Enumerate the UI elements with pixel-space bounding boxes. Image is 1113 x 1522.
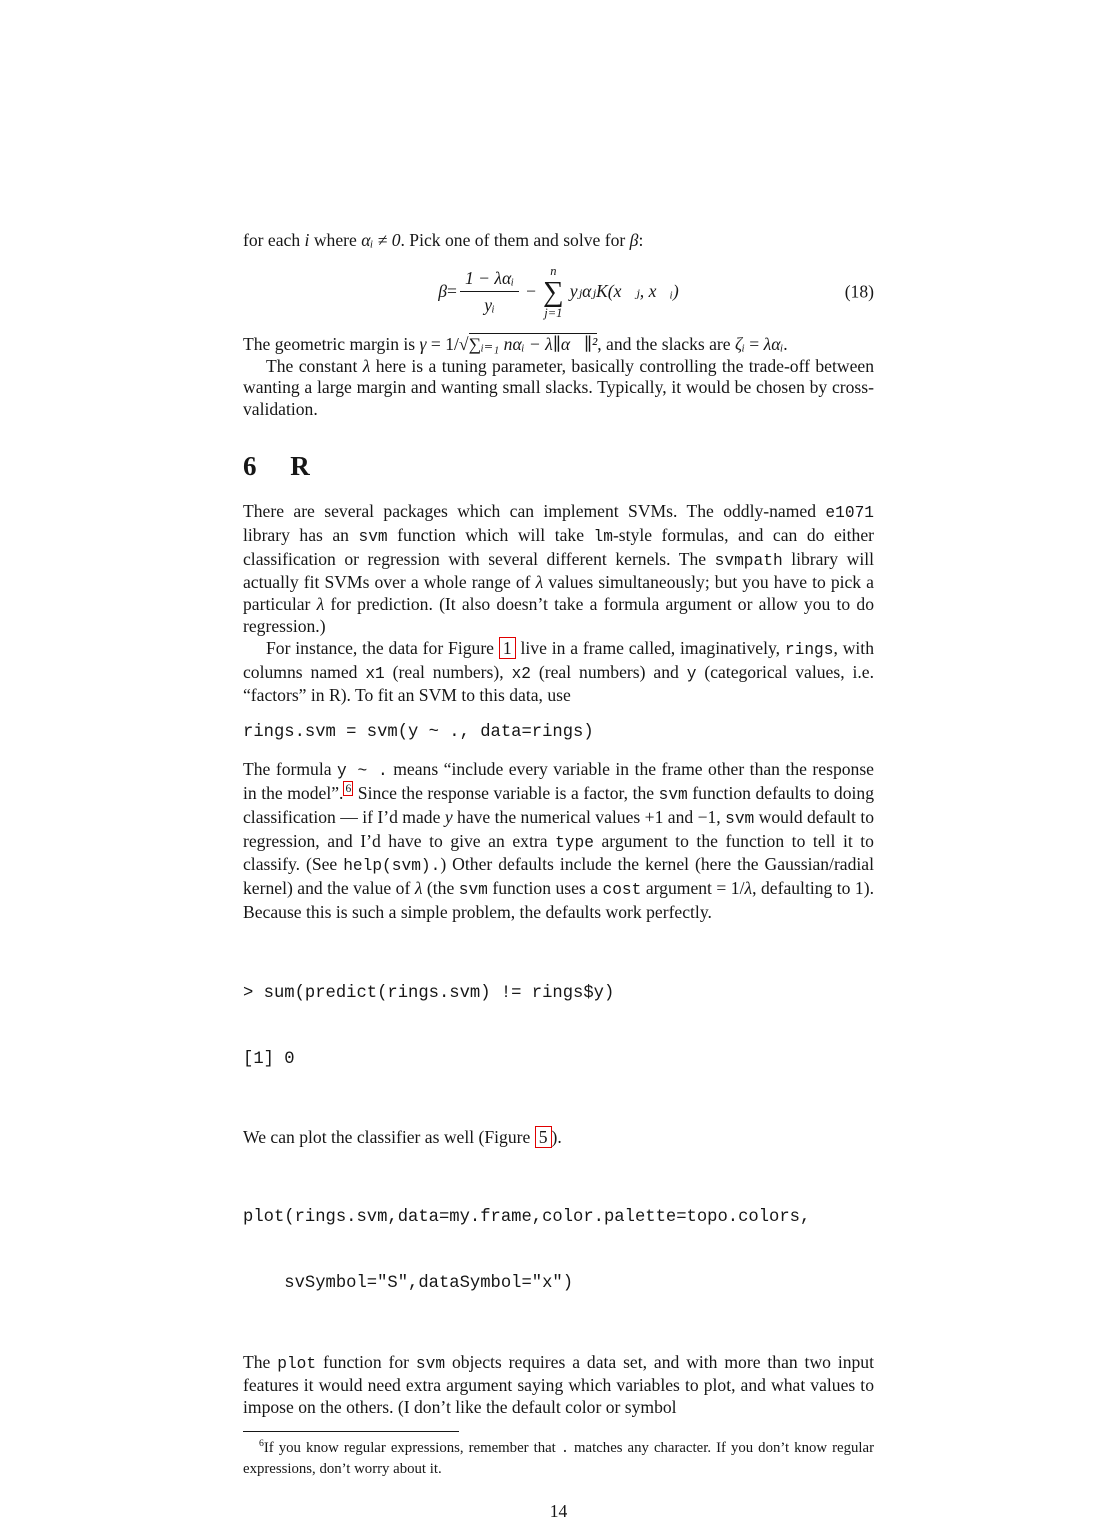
text-segment: help(svm). xyxy=(343,857,441,876)
page-number: 14 xyxy=(549,1501,568,1522)
text-segment: . xyxy=(783,333,788,354)
code-line-output: [1] 0 xyxy=(243,1049,295,1069)
paragraph-packages xyxy=(243,501,874,638)
text-segment: live in a frame called, imaginatively, xyxy=(515,637,785,658)
summation-upper-limit: n xyxy=(550,263,557,278)
text-segment: y ~ . xyxy=(337,762,388,781)
text-segment: ) Other defaults include the kernel (here the Gaussian/radial kernel) and the value of xyxy=(243,854,874,899)
paragraph-solve-beta xyxy=(243,230,874,252)
text-segment: for prediction. (It also doesn’t take a formula argument or allow you to do regression.) xyxy=(243,594,874,636)
text-segment: for each xyxy=(243,230,305,250)
figure-5-ref-link[interactable]: 5 xyxy=(535,1126,552,1148)
text-segment: , and the slacks are xyxy=(597,333,735,354)
paragraph-formula-explanation xyxy=(243,759,874,924)
paragraph-geometric-margin xyxy=(243,334,874,356)
text-segment: The geometric margin is xyxy=(243,333,420,354)
text-segment: x2 xyxy=(511,664,531,683)
text-segment: λαᵢ xyxy=(763,333,784,354)
text-segment: i xyxy=(304,230,310,250)
text-segment: function uses a xyxy=(487,878,603,899)
text-segment: , defaulting to 1). Because this is such a simple problem, the defaults work perfectly. xyxy=(243,878,874,922)
text-segment: would default to regression, and I’d have to give an extra xyxy=(243,806,874,851)
text-segment: library has an xyxy=(243,524,359,545)
text-segment: ). xyxy=(551,1126,562,1147)
code-plot-block xyxy=(243,1163,874,1339)
text-segment: plot xyxy=(277,1354,317,1373)
code-line-prompt: > sum(predict(rings.svm) != rings$y) xyxy=(243,983,615,1003)
text-segment: svm xyxy=(358,527,388,546)
code-line-plot-1: plot(rings.svm,data=my.frame,color.palette=topo.colors, xyxy=(243,1207,811,1227)
text-segment: argument to the function to tell it to classify. (See xyxy=(243,830,874,875)
text-segment: -style formulas, and can do either classification or regression with several different kernels. The xyxy=(243,524,874,569)
text-segment: . xyxy=(560,1441,570,1457)
text-segment: function which will take xyxy=(387,524,594,545)
text-segment: For instance, the data for Figure xyxy=(266,637,499,658)
equation-18 xyxy=(243,264,874,320)
text-segment: svm xyxy=(658,785,688,804)
equation-minus: − xyxy=(526,281,537,302)
text-segment: 6 xyxy=(259,1438,264,1449)
figure-1-ref-link[interactable]: 1 xyxy=(499,637,516,659)
text-segment: means “include every variable in the frame other than the response in the model”. xyxy=(243,759,874,803)
text-segment: √ xyxy=(458,333,469,354)
text-segment: ∑ᵢ₌₁ nαᵢ − λ∥α⃗∥² xyxy=(468,333,598,354)
section-number: 6 xyxy=(243,450,257,481)
text-segment: We can plot the classifier as well (Figure xyxy=(243,1126,535,1147)
code-predict-block xyxy=(243,939,874,1115)
text-segment: There are several packages which can implement SVMs. The oddly-named xyxy=(243,500,826,521)
text-segment: : xyxy=(638,230,644,250)
text-segment: (categorical values, i.e. “factors” in R). To fit an SVM to this data, use xyxy=(243,661,874,706)
text-segment: objects requires a data set, and with more than two input features it would need extra argument saying which variables to plot, and what values to impose on the others. (I don’t like the default color or symbol xyxy=(243,1351,874,1418)
text-segment: . Pick one of them and solve for xyxy=(400,230,630,250)
equation-lhs: β xyxy=(438,281,448,302)
text-segment: y xyxy=(686,664,697,683)
text-segment: where xyxy=(309,230,362,250)
paragraph-plot-classifier xyxy=(243,1127,874,1149)
equation-rhs: yⱼαⱼK(x⃗ⱼ, x⃗ᵢ) xyxy=(569,281,679,302)
fraction-numerator: 1 − λαᵢ xyxy=(460,268,519,292)
text-segment: λ xyxy=(414,878,423,899)
equation-number: (18) xyxy=(844,281,874,302)
text-segment: The constant xyxy=(266,355,363,376)
text-segment: (real numbers) and xyxy=(531,661,687,682)
code-svm-fit: rings.svm = svm(y ~ ., data=rings) xyxy=(243,723,594,743)
paragraph-for-instance xyxy=(243,638,874,707)
footnote-6 xyxy=(243,1439,874,1479)
text-column xyxy=(243,230,874,1522)
text-segment: values simultaneously; but you have to pick a particular xyxy=(243,572,874,615)
text-segment: library will actually fit SVMs over a whole range of xyxy=(243,548,874,593)
text-segment: rings xyxy=(784,640,834,659)
text-segment: e1071 xyxy=(825,503,874,522)
text-segment: γ xyxy=(419,333,427,354)
text-segment: x1 xyxy=(365,664,385,683)
text-segment: svm xyxy=(415,1354,446,1373)
summation-lower-limit: j=1 xyxy=(544,305,563,320)
fraction-denominator: yᵢ xyxy=(484,295,495,316)
text-segment: argument = 1/ xyxy=(641,878,745,899)
text-segment: y xyxy=(444,806,453,827)
sigma-symbol: ∑ xyxy=(543,275,564,308)
footnote-6-ref-link[interactable]: 6 xyxy=(345,782,352,796)
text-segment: λ xyxy=(362,355,371,376)
equation-math xyxy=(438,264,678,320)
text-segment: λ xyxy=(535,572,544,593)
summation xyxy=(543,264,564,320)
text-segment: function defaults to doing classification — if I’d made xyxy=(243,782,874,827)
section-title: R xyxy=(290,450,310,481)
text-segment: λ xyxy=(316,594,325,615)
fraction xyxy=(460,268,519,315)
section-heading xyxy=(243,451,874,482)
text-segment: β xyxy=(629,230,639,250)
text-segment: svm xyxy=(458,881,488,900)
equation-equals: = xyxy=(447,281,457,302)
paragraph-plot-function xyxy=(243,1352,874,1419)
text-segment: have the numerical values +1 and −1, xyxy=(452,806,726,827)
text-segment: ζᵢ xyxy=(735,333,745,354)
text-segment: cost xyxy=(602,881,642,900)
text-segment: type xyxy=(555,833,594,852)
paragraph-lambda-tuning xyxy=(243,356,874,421)
text-segment: = 1/ xyxy=(426,333,459,354)
text-segment: λ xyxy=(744,878,753,899)
text-segment: , with columns named xyxy=(243,637,874,682)
text-segment: = xyxy=(744,333,764,354)
text-segment: here is a tuning parameter, basically controlling the trade-off between wanting a large margin and wanting small slacks. Typically, it would be chosen by cross-validation. xyxy=(243,355,874,420)
text-segment: function for xyxy=(316,1351,416,1372)
text-segment: (the xyxy=(422,878,459,899)
code-line-plot-2: svSymbol="S",dataSymbol="x") xyxy=(243,1273,574,1293)
text-segment: Since the response variable is a factor, the xyxy=(353,782,659,803)
text-segment: svm xyxy=(725,809,755,828)
footnote-rule xyxy=(243,1431,459,1432)
text-segment: lm xyxy=(593,527,613,546)
text-segment: (real numbers), xyxy=(384,661,512,682)
text-segment: If you know regular expressions, remember that xyxy=(263,1439,561,1456)
text-segment: matches any character. If you don’t know regular expressions, don’t worry about it. xyxy=(243,1439,874,1477)
text-segment: The xyxy=(243,1351,278,1372)
text-segment: The formula xyxy=(243,759,338,780)
text-segment: αᵢ ≠ 0 xyxy=(361,230,401,250)
text-segment: svmpath xyxy=(714,551,783,570)
